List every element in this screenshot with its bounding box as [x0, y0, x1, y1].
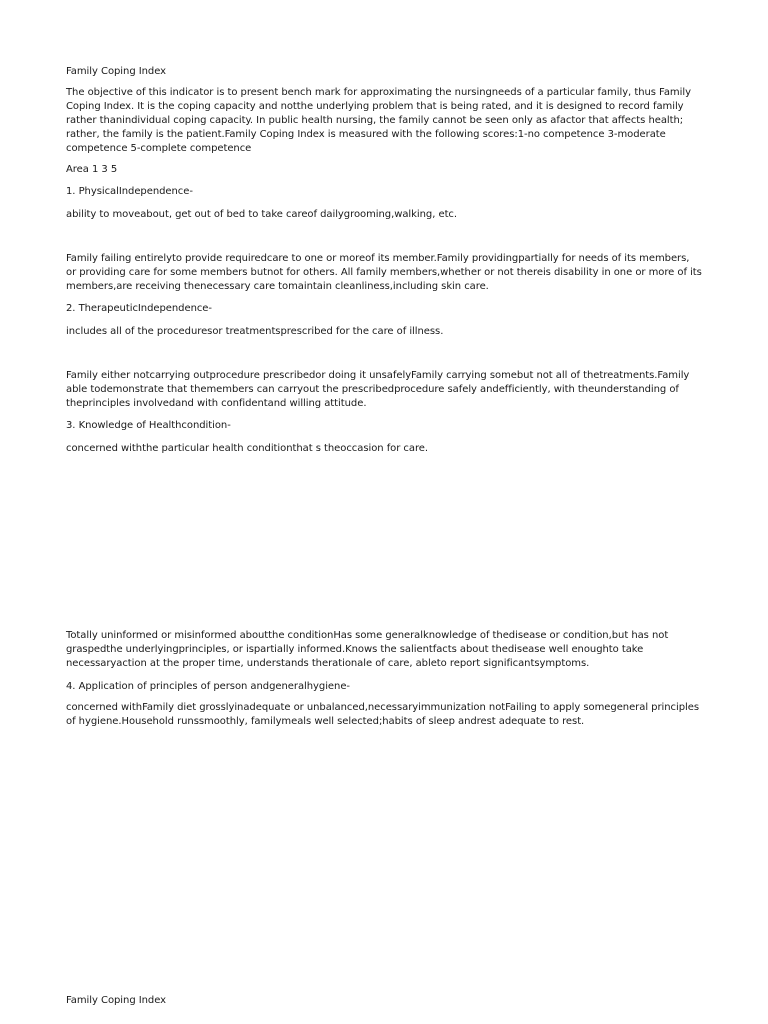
section-heading-physical-independence: 1. PhysicalIndependence- — [66, 186, 193, 197]
intro-paragraph: The objective of this indicator is to present bench mark for approximating the nursingneeds of a particular family, thus Family Coping Index. It is the coping capacity and notthe underlying problem that is being rated, and it is designed to record family rather thanindividual coping capacity. In public health nursing, the family cannot be seen only as afactor that affects health; rather, the family is the patient.Family Coping Index is measured with the following scores:1-no competence 3-moderate competence 5-complete competence — [66, 87, 691, 154]
section-scale-physical-independence: Family failing entirelyto provide requiredcare to one or moreof its member.Family providingpartially for needs of its members, or providing care for some members butnot for others. All family members,whether or not thereis disability in one or more of its members,are receiving thenecessary care tomaintain cleanliness,including skin care. — [66, 253, 702, 292]
section-heading-therapeutic-independence: 2. TherapeuticIndependence- — [66, 303, 212, 314]
section-heading-knowledge-health-condition: 3. Knowledge of Healthcondition- — [66, 420, 231, 431]
section-scale-therapeutic-independence: Family either notcarrying outprocedure prescribedor doing it unsafelyFamily carrying somebut not all of thetreatments.Family able todemonstrate that themembers can carryout the prescribedprocedure safely andefficiently, with theunderstanding of theprinciples involvedand with confidentand willing attitude. — [66, 370, 690, 409]
section-heading-hygiene: 4. Application of principles of person andgeneralhygiene- — [66, 681, 350, 692]
section-description-hygiene: concerned withFamily diet grosslyinadequate or unbalanced,necessaryimmunization notFailing to apply somegeneral principles of hygiene.Household runssmoothly, familymeals well selected;habits of sleep andrest adequate to rest. — [66, 702, 700, 727]
section-description-knowledge-health-condition: concerned withthe particular health conditionthat s theoccasion for care. — [66, 443, 429, 454]
section-description-physical-independence: ability to moveabout, get out of bed to take careof dailygrooming,walking, etc. — [66, 209, 458, 220]
footer-title: Family Coping Index — [66, 995, 167, 1006]
area-scores-line: Area 1 3 5 — [66, 164, 118, 175]
document-title: Family Coping Index — [66, 66, 167, 77]
section-description-therapeutic-independence: includes all of the proceduresor treatmentsprescribed for the care of illness. — [66, 326, 444, 337]
section-scale-knowledge-health-condition: Totally uninformed or misinformed aboutthe conditionHas some generalknowledge of thedisease or condition,but has not graspedthe underlyingprinciples, or ispartially informed.Knows the salientfacts about thedisease well enoughto take necessaryaction at the proper time, understands therationale of care, ableto report significantsymptoms. — [66, 630, 669, 669]
